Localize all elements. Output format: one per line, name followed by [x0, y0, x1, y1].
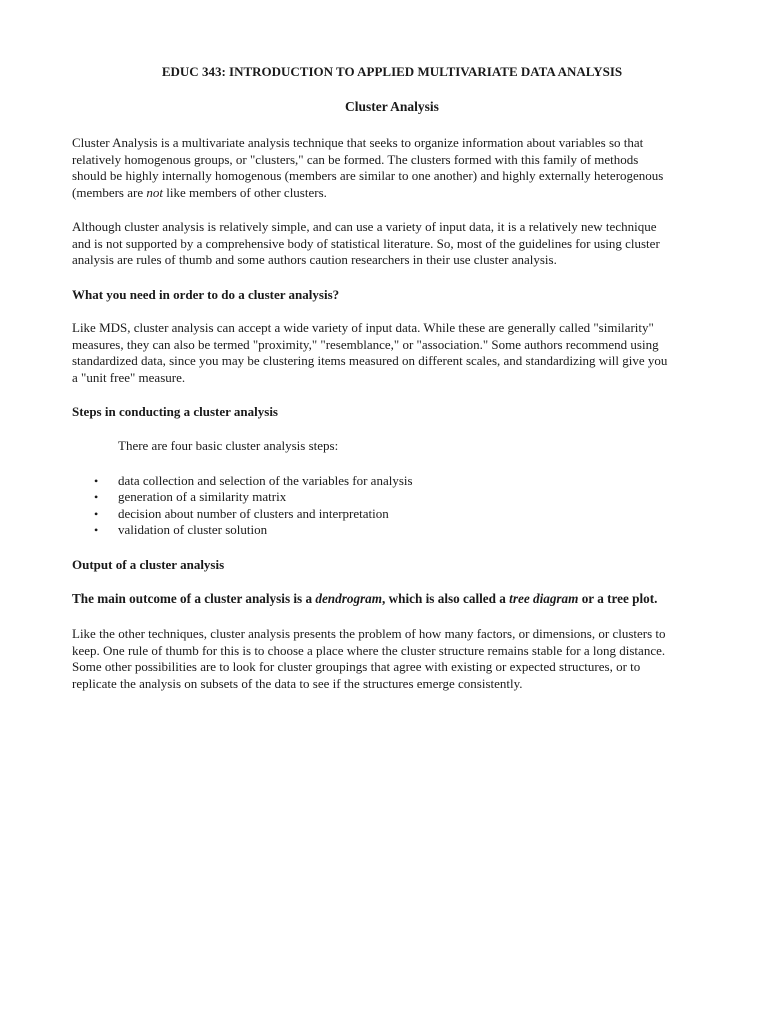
- list-item-text: data collection and selection of the variables for analysis: [118, 473, 413, 488]
- list-item: [72, 489, 712, 505]
- emphasis-tree-diagram: tree diagram: [509, 591, 579, 606]
- need-paragraph: [72, 320, 712, 386]
- course-title: EDUC 343: INTRODUCTION TO APPLIED MULTIVARIATE DATA ANALYSIS: [161, 64, 623, 79]
- bullet-icon: •: [94, 506, 99, 521]
- steps-list: [72, 473, 712, 539]
- text-line: and is not supported by a comprehensive body of statistical literature. So, most of the guidelines for using cluster: [72, 235, 660, 251]
- emphasis-dendrogram: dendrogram: [315, 591, 383, 606]
- intro-paragraph-1: [72, 135, 712, 201]
- text-line: keep. One rule of thumb for this is to choose a place where the cluster structure remains stable for a long distance.: [72, 642, 666, 658]
- text-line: Like the other techniques, cluster analysis presents the problem of how many factors, or dimensions, or clusters to: [72, 626, 666, 641]
- bullet-icon: •: [94, 474, 99, 488]
- heading-output: Output of a cluster analysis: [72, 557, 225, 572]
- intro-paragraph-2: [72, 219, 712, 269]
- text-line: analysis are rules of thumb and some authors caution researchers in their use cluster analysis.: [72, 252, 557, 268]
- output-paragraph: [72, 626, 712, 692]
- main-outcome-statement: [72, 591, 712, 608]
- list-item-text: generation of a similarity matrix: [118, 489, 287, 505]
- text-fragment: , which is also called a: [382, 591, 510, 606]
- text-line: relatively homogenous groups, or "clusters," can be formed. The clusters formed with this family of methods: [72, 151, 639, 167]
- text-line: standardized data, since you may be clustering items measured on different scales, and standardizing will give you: [72, 353, 668, 369]
- list-item: [72, 506, 712, 522]
- text-fragment: or a tree plot.: [578, 591, 658, 606]
- bullet-icon: •: [94, 523, 99, 538]
- text-line: Like MDS, cluster analysis can accept a wide variety of input data. While these are generally called "similarity": [72, 320, 654, 335]
- list-item: [72, 473, 712, 489]
- text-fragment: (members are: [72, 184, 147, 200]
- text-line: should be highly internally homogenous (members are similar to one another) and highly externally heterogenous: [72, 168, 664, 184]
- text-line: [72, 185, 712, 202]
- text-line: measures, they can also be termed "proximity," "resemblance," or "association." Some authors recommend using: [72, 336, 659, 352]
- text-fragment: like members of other clusters.: [162, 184, 327, 200]
- text-line: a "unit free" measure.: [72, 369, 186, 385]
- text-line: Cluster Analysis is a multivariate analysis technique that seeks to organize information about variables so that: [72, 135, 644, 150]
- text-line: Although cluster analysis is relatively simple, and can use a variety of input data, it is a relatively new technique: [72, 219, 657, 234]
- text-line: Some other possibilities are to look for cluster groupings that agree with existing or expected structures, or to: [72, 659, 641, 675]
- list-item-text: decision about number of clusters and interpretation: [118, 505, 389, 521]
- heading-what-you-need: What you need in order to do a cluster analysis?: [72, 287, 340, 302]
- steps-intro-text: There are four basic cluster analysis steps:: [118, 438, 339, 453]
- text-fragment: The main outcome of a cluster analysis is a: [72, 591, 316, 606]
- emphasis-not: not: [146, 184, 163, 200]
- bullet-icon: •: [94, 490, 99, 505]
- document-title: Cluster Analysis: [345, 99, 439, 114]
- text-line: replicate the analysis on subsets of the data to see if the structures emerge consistently.: [72, 675, 523, 691]
- heading-steps: Steps in conducting a cluster analysis: [72, 404, 278, 419]
- list-item: [72, 522, 712, 538]
- list-item-text: validation of cluster solution: [118, 522, 268, 538]
